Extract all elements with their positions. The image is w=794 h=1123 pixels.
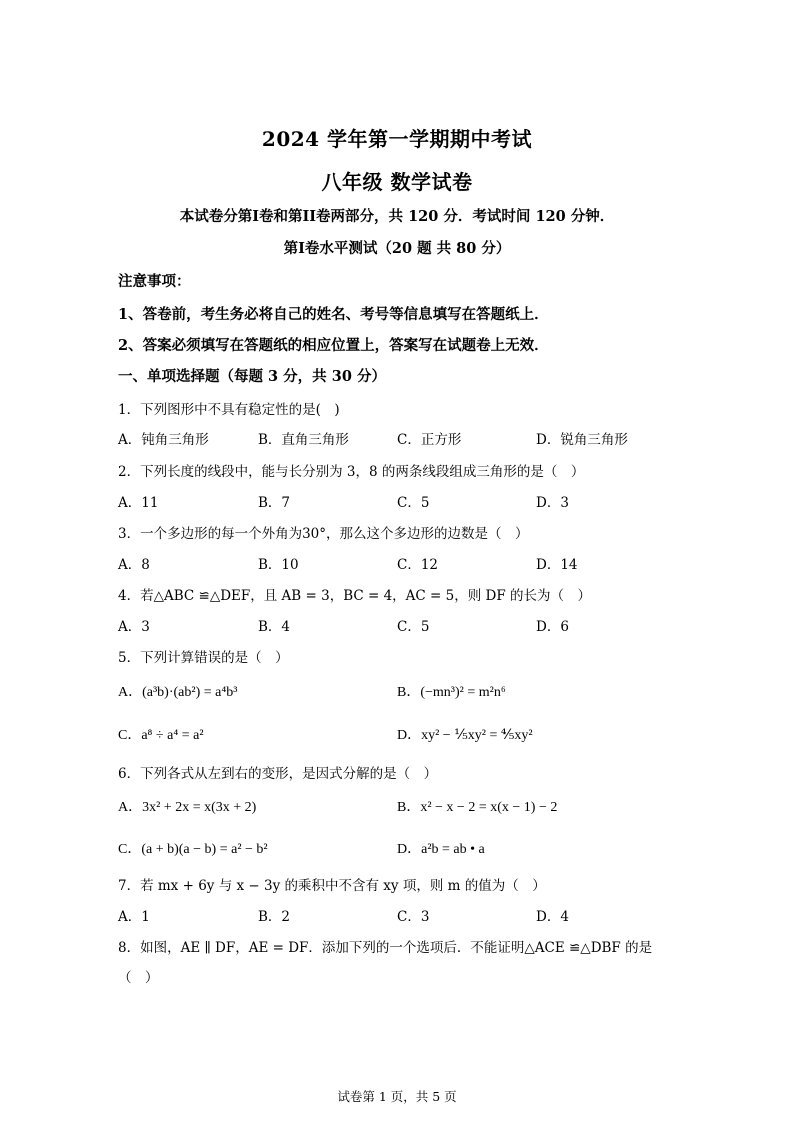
- question-8-stem-continued: （ ）: [118, 970, 159, 986]
- question-4-stem: 4．若△ABC ≌△DEF，且 AB = 3，BC = 4，AC = 5，则 DF 的长为（ ）: [118, 588, 592, 604]
- question-1-option-b: B．直角三角形: [258, 432, 349, 448]
- question-7-option-c: C．3: [397, 909, 430, 925]
- question-5-stem: 5．下列计算错误的是（ ）: [118, 650, 289, 666]
- question-7-option-b: B．2: [258, 909, 291, 925]
- question-1-option-c: C．正方形: [397, 432, 462, 448]
- exam-title: 2024 学年第一学期期中考试: [261, 127, 533, 151]
- notes-item-2: 2、答案必须填写在答题纸的相应位置上，答案写在试题卷上无效．: [118, 337, 549, 354]
- question-1-stem: 1．下列图形中不具有稳定性的是( ): [118, 402, 340, 418]
- question-4-option-c: C．5: [397, 619, 430, 635]
- notes-heading: 注意事项：: [118, 273, 191, 290]
- part-title: 第I卷水平测试（20 题 共 80 分）: [283, 240, 511, 257]
- section-heading: 一、单项选择题（每题 3 分，共 30 分）: [118, 368, 386, 385]
- question-6-option-a: A．3x² + 2x = x(3x + 2): [118, 800, 257, 815]
- exam-subtitle: 八年级 数学试卷: [321, 170, 473, 194]
- question-1-option-a: A．钝角三角形: [118, 432, 209, 448]
- question-3-option-a: A．8: [118, 557, 150, 573]
- question-2-option-c: C．5: [397, 495, 430, 511]
- question-3-stem: 3．一个多边形的每一个外角为30°，那么这个多边形的边数是（ ）: [118, 526, 529, 542]
- question-5-option-c: C．a⁸ ÷ a⁴ = a²: [118, 728, 204, 743]
- question-3-option-d: D．14: [536, 557, 578, 573]
- question-4-option-a: A．3: [118, 619, 150, 635]
- question-2-option-d: D．3: [536, 495, 569, 511]
- question-4-option-b: B．4: [258, 619, 291, 635]
- question-5-option-d: D．xy² − ⅕xy² = ⅘xy²: [397, 728, 533, 743]
- page-footer: 试卷第 1 页，共 5 页: [337, 1089, 457, 1104]
- notes-item-1: 1、答卷前，考生务必将自己的姓名、考号等信息填写在答题纸上．: [118, 306, 549, 323]
- question-5-option-a: A．(a³b)·(ab²) = a⁴b³: [118, 685, 238, 700]
- question-6-stem: 6．下列各式从左到右的变形，是因式分解的是（ ）: [118, 766, 438, 782]
- question-4-option-d: D．6: [536, 619, 569, 635]
- question-1-option-d: D．锐角三角形: [536, 432, 628, 448]
- question-2-option-b: B．7: [258, 495, 291, 511]
- exam-intro: 本试卷分第I卷和第II卷两部分，共 120 分．考试时间 120 分钟．: [179, 208, 615, 225]
- question-5-option-b: B．(−mn³)² = m²n⁶: [397, 685, 506, 700]
- question-2-stem: 2．下列长度的线段中，能与长分别为 3，8 的两条线段组成三角形的是（ ）: [118, 464, 585, 480]
- question-8-stem: 8．如图，AE ∥ DF，AE = DF．添加下列的一个选项后．不能证明△ACE ≌△DBF 的是: [118, 940, 653, 956]
- question-6-option-c: C．(a + b)(a − b) = a² − b²: [118, 842, 268, 857]
- question-7-stem: 7．若 mx + 6y 与 x − 3y 的乘积中不含有 xy 项，则 m 的值为（ ）: [118, 878, 546, 894]
- question-3-option-b: B．10: [258, 557, 299, 573]
- question-7-option-a: A．1: [118, 909, 150, 925]
- question-3-option-c: C．12: [397, 557, 439, 573]
- question-7-option-d: D．4: [536, 909, 569, 925]
- question-6-option-d: D．a²b = ab • a: [397, 842, 485, 857]
- question-6-option-b: B．x² − x − 2 = x(x − 1) − 2: [397, 800, 558, 815]
- question-2-option-a: A．11: [118, 495, 159, 511]
